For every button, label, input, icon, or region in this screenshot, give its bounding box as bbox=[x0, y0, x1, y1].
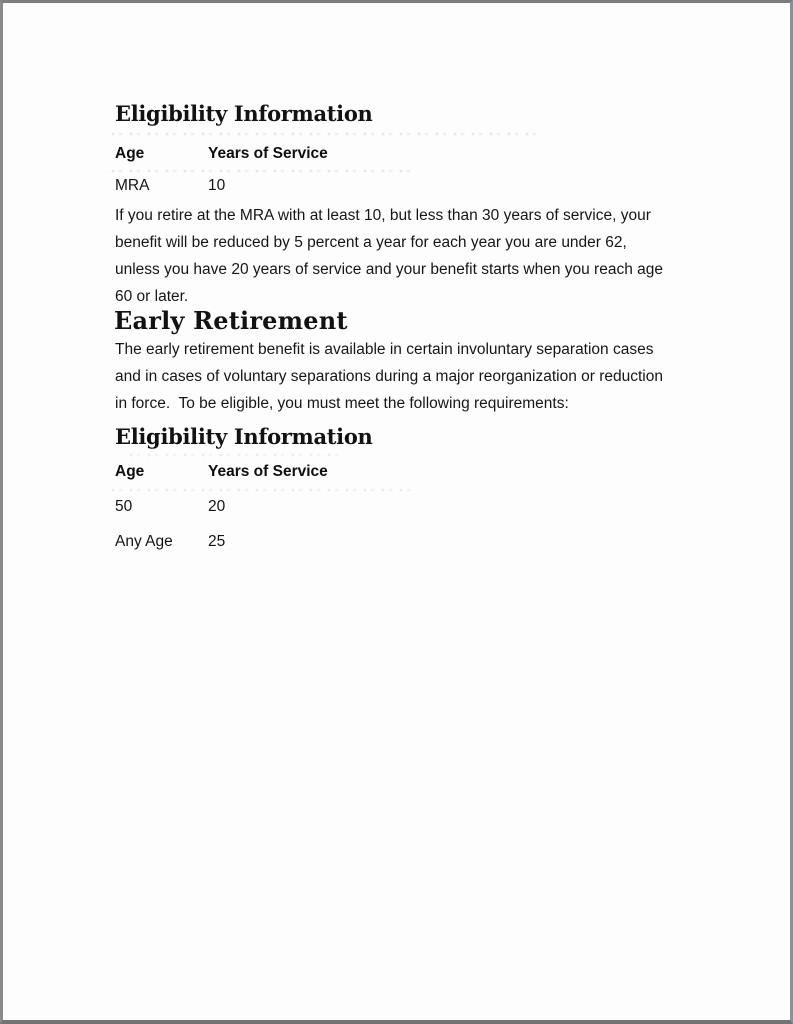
paragraph-line: benefit will be reduced by 5 percent a year for each year you are under 62, bbox=[115, 234, 627, 251]
paragraph-line: in force. To be eligible, you must meet the following requirements: bbox=[115, 395, 569, 412]
paragraph-line: If you retire at the MRA with at least 10, but less than 30 years of service, your bbox=[115, 207, 651, 224]
scan-artifact bbox=[112, 133, 542, 135]
cell-years-value: 10 bbox=[208, 177, 226, 194]
table-row bbox=[115, 177, 225, 195]
column-header-years-of-service: Years of Service bbox=[208, 145, 328, 162]
mra-retirement-paragraph bbox=[115, 202, 695, 310]
early-retirement-paragraph bbox=[115, 336, 695, 417]
column-header-years-of-service: Years of Service bbox=[208, 463, 328, 480]
cell-years-value: 20 bbox=[208, 498, 226, 515]
column-header-age: Age bbox=[115, 463, 145, 480]
column-header-age: Age bbox=[115, 145, 145, 162]
scan-artifact bbox=[130, 454, 345, 456]
cell-years-value: 25 bbox=[208, 533, 226, 550]
scan-artifact bbox=[112, 170, 412, 172]
cell-age-value: MRA bbox=[115, 177, 150, 194]
table-row bbox=[115, 533, 225, 551]
table-header-row bbox=[115, 463, 328, 481]
cell-age-value: 50 bbox=[115, 498, 133, 515]
paragraph-line: and in cases of voluntary separations during a major reorganization or reduction bbox=[115, 368, 663, 385]
section-heading-eligibility-information-2: Eligibility Information bbox=[115, 424, 373, 449]
section-heading-eligibility-information-1: Eligibility Information bbox=[115, 101, 373, 126]
section-heading-early-retirement: Early Retirement bbox=[114, 306, 348, 335]
paragraph-line: 60 or later. bbox=[115, 288, 189, 305]
table-header-row bbox=[115, 145, 328, 163]
paragraph-line: The early retirement benefit is available in certain involuntary separation cases bbox=[115, 341, 654, 358]
paragraph-line: unless you have 20 years of service and your benefit starts when you reach age bbox=[115, 261, 663, 278]
scan-artifact bbox=[112, 489, 412, 491]
table-row bbox=[115, 498, 225, 516]
cell-age-value: Any Age bbox=[115, 533, 173, 550]
